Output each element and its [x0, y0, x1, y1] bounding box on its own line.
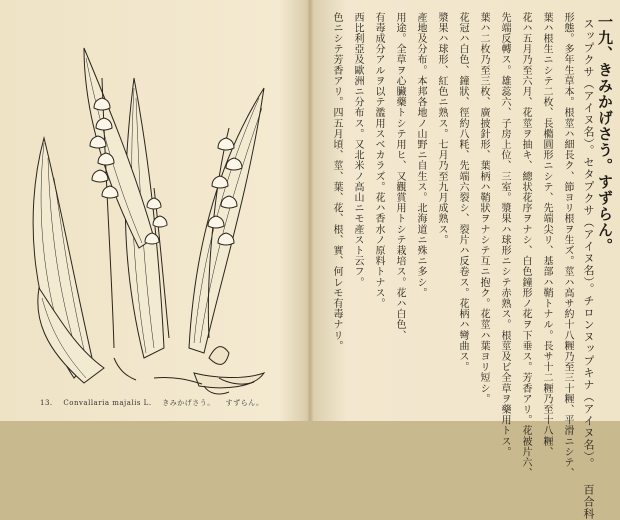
body-column: 葉ハ根生ニシテ二枚、長橢圓形ニシテ、先端尖リ、基部ハ鞘トナル。長サ十二糎乃至十八糎、: [541, 12, 552, 458]
entry-aliases: スップクサ（アイヌ名）。セタプクサ（アイヌ名）。チロンヌップキナ（アイヌ名）。: [582, 18, 595, 470]
body-column: 漿果ハ球形、紅色ニ熟ス。七月乃至九月成熟ス。: [436, 12, 447, 246]
left-page: [0, 0, 305, 421]
body-column: 西比利亞及歐洲ニ分布ス。又北米ノ高山ニモ產スト云フ。: [352, 12, 363, 288]
body-column: 色ニシテ芳香アリ。四五月頃、莖、葉、花、根、實、何レモ有毒ナリ。: [331, 12, 342, 352]
figure-caption: [40, 398, 280, 408]
right-page: [312, 0, 620, 520]
entry-aliases-column: [580, 18, 596, 520]
body-column: 產地及分布。本邦各地ノ山野ニ自生ス。北海道ニ殊ニ多シ。: [415, 12, 426, 299]
entry-family: 百合科: [582, 483, 595, 520]
body-column: 先端反轉ス。雄蕊六、子房上位、三室。漿果ハ球形ニシテ赤熟ス。根莖及ビ全草ヲ藥用トス。: [499, 12, 510, 458]
figure-latin-name: Convallaria majalis L.: [63, 399, 152, 407]
body-column: 花冠ハ白色、鐘狀、徑約八粍、先端六裂シ、裂片ハ反卷ス。花柄ハ彎曲ス。: [457, 12, 468, 373]
body-column: 葉ハ二枚乃至三枚、廣披針形、葉柄ハ鞘狀ヲナシテ互ニ抱ク。花莖ハ葉ヨリ短シ。: [478, 12, 489, 405]
figure-number: 13.: [40, 399, 53, 407]
body-column: 花ハ五月乃至六月、花莖ヲ抽キ、總状花序ヲナシ、白色鐘形ノ花ヲ下垂ス。芳香アリ。花被片六、: [520, 12, 531, 479]
entry-title: 一九、きみかげさう。すずらん。: [596, 14, 614, 254]
lily-of-the-valley-illustration: [14, 18, 276, 400]
figure-common-name: すずらん。: [225, 399, 264, 407]
body-column: 用途。全草ヲ心臟藥トシテ用ヒ、又觀賞用トシテ栽培ス。花ハ白色、: [394, 12, 405, 341]
body-column: 形態。多年生草本。根莖ハ細長ク、節ヨリ根ヲ生ズ。莖ハ高サ約十八糎乃至三十糎、平滑ニシテ、: [562, 12, 573, 479]
body-column: 有毒成分アルヲ以テ濫用スベカラズ。花ハ香水ノ原料トナス。: [373, 12, 384, 309]
figure-japanese-name: きみかげさう。: [162, 399, 215, 407]
